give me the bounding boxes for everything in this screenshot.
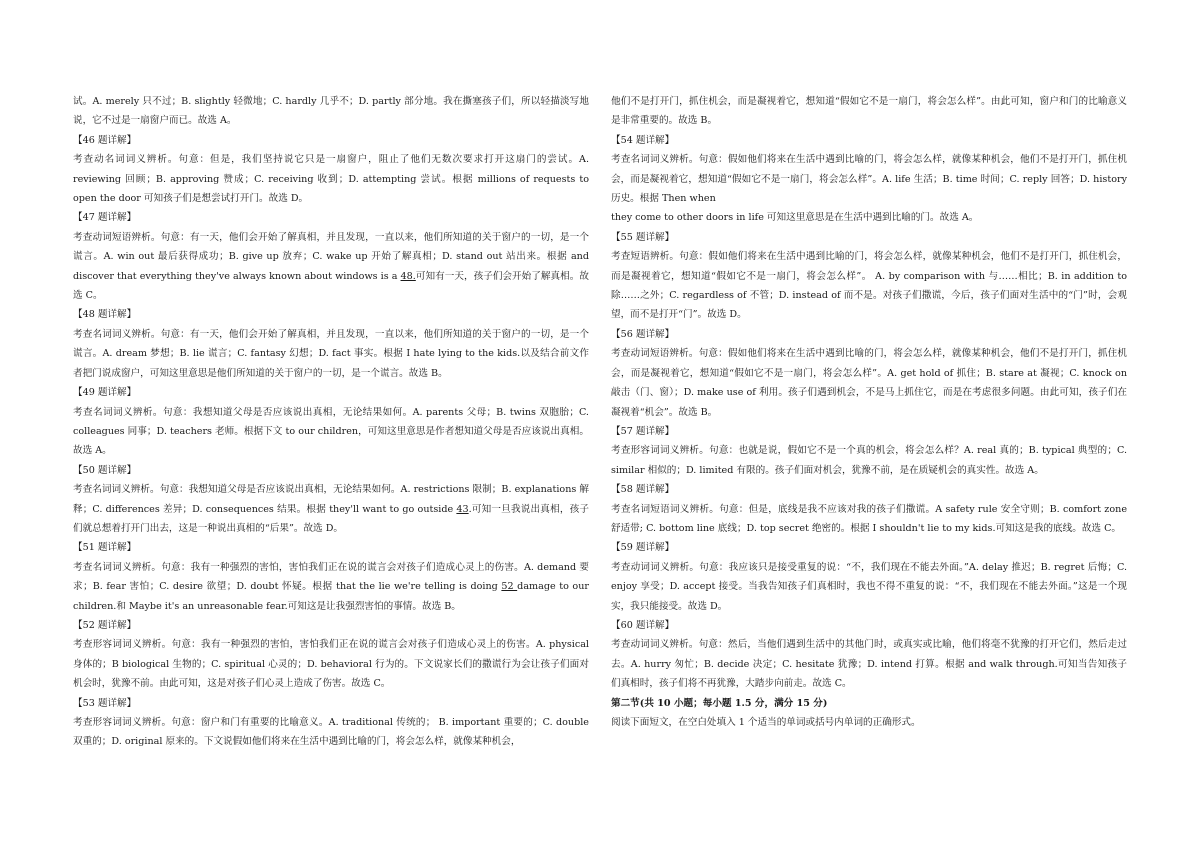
text-run: 阅读下面短文，在空白处填入 1 个适当的单词或括号内单词的正确形式。 [611,717,921,728]
paragraph [73,92,589,131]
section-heading [611,325,1127,344]
paragraph [73,228,589,306]
paragraph [611,500,1127,539]
text-run: 【52 题详解】 [73,619,137,631]
section-heading [73,694,589,713]
text-run: 考查动名词词义辨析。句意：但是，我们坚持说它只是一扇窗户，阻止了他们无数次要求打开这扇门的尝试。A. reviewing 回顾；B. approving 赞成；C. receiving 收到；D. attempting 尝试。根据 millions of requests to open the door 可知孩子们是想尝试打开门。故选 D。 [73,154,589,205]
paragraph [611,150,1127,208]
text-run: 考查短语辨析。句意：假如他们将来在生活中遇到比喻的门，将会怎么样，就像某种机会，他们不是打开门，抓住机会，而是凝视着它，想知道“假如它不是一扇门，将会怎么样”。 A. by comparison with 与……相比；B. in addition to 除……之外；C. regardless of 不管；D. instead of 而不是。对孩子们撒谎，今后，孩子们面对生活中的“门”时，会观望，而不是打开“门”。故选 D。 [611,251,1127,321]
text-run: 【60 题详解】 [611,619,675,631]
paragraph [611,247,1127,325]
paragraph [611,92,1127,131]
text-run: 试。A. merely 只不过；B. slightly 轻微地；C. hardly 几乎不；D. partly 部分地。我在撕塞孩子们，所以轻描淡写地说，它不过是一扇窗户而已。故选 A。 [73,96,589,127]
text-run: 可知有一天，孩子们会开始了解真相。故选 C。 [73,270,590,302]
text-run: 考查名词词义辨析。句意：假如他们将来在生活中遇到比喻的门，将会怎么样，就像某种机会，他们不是打开门，抓住机会，而是凝视着它，想知道“假如它不是一扇门，将会怎么样”。A. life 生活；B. time 时间；C. reply 回答；D. history 历史。根据 Then when [611,154,1127,205]
section-heading [611,538,1127,557]
section-heading [73,461,589,480]
text-run: 考查形容词词义辨析。句意：我有一种强烈的害怕，害怕我们正在说的谎言会对孩子们造成心灵上的伤害。A. physical 身体的；B biological 生物的；C. spiritual 心灵的；D. behavioral 行为的。下文说家长们的撒谎行为会让孩子们面对机会时，犹豫不前。由此可知，这是对孩子们心灵上造成了伤害。故选 C。 [73,639,589,690]
text-run: 考查动词词义辨析。句意：然后，当他们遇到生活中的其他门时，或真实或比喻，他们将毫不犹豫的打开它们，然后走过去。A. hurry 匆忙；B. decide 决定；C. hesitate 犹豫；D. intend 打算。根据 and walk through.可知当告知孩子们真相时，孩子们将不再犹豫，大踏步向前走。故选 C。 [611,639,1127,690]
paragraph [73,325,589,383]
text-run: 考查动词词义辨析。句意：我应该只是接受重复的说：“不，我们现在不能去外面。”A. delay 推迟；B. regret 后悔；C. enjoy 享受；D. accept 接受。当我告知孩子们真相时，我也不得不重复的说：“不，我们现在不能去外面。”这是一个现实，我只能接受。故选 D。 [611,561,1127,612]
text-run: 第二节(共 10 小题；每小题 1.5 分，满分 15 分) [611,697,828,709]
text-run: 他们不是打开门，抓住机会，而是凝视着它，想知道“假如它不是一扇门，将会怎么样”。由此可知，窗户和门的比喻意义是非常重要的。故选 B。 [611,96,1127,127]
paragraph [73,150,589,208]
paragraph [611,558,1127,616]
paragraph [611,208,1127,227]
text-run: 考查动词短语辨析。句意：有一天，他们会开始了解真相，并且发现，一直以来，他们所知道的关于窗户的一切，是一个谎言。A. win out 最后获得成功；B. give up 放弃；C. wake up 开始了解真相；D. stand out 站出来。根据 and discover that everything they've always known about windows is a [73,231,589,282]
text-run: 考查动词短语辨析。句意：假如他们将来在生活中遇到比喻的门，将会怎么样，就像某种机会，他们不是打开门，抓住机会，而是凝视着它，想知道“假如它不是一扇门，将会怎么样”。A. get hold of 抓住；B. stare at 凝视；C. knock on 敲击（门、窗）；D. make use of 利用。孩子们遇到机会，不是马上抓住它，而是在考虑很多问题。由此可知，孩子们在凝视着“机会”。故选 B。 [611,348,1127,418]
text-run: 【49 题详解】 [73,387,137,399]
text-run: 考查形容词词义辨析。句意：窗户和门有重要的比喻意义。A. traditional 传统的； B. important 重要的；C. double 双重的；D. original 原来的。下文说假如他们将来在生活中遇到比喻的门，将会怎么样，就像某种机会， [73,717,589,748]
section-heading [73,616,589,635]
text-run: 【50 题详解】 [73,464,137,476]
text-run: 【47 题详解】 [73,212,137,224]
section-heading [73,208,589,227]
text-run: .可知一旦我说出真相，孩子们就总想着打开门出去，这是一种说出真相的“后果”。故选 D。 [73,503,589,534]
text-run: 考查名词词义辨析。句意：我想知道父母是否应该说出真相，无论结果如何。A. parents 父母；B. twins 双胞胎；C. colleagues 同事；D. teachers 老师。根据下文 to our children，可知这里意思是作者想知道父母是否应该说出真相。故选 A。 [73,406,589,457]
text-run: 【54 题详解】 [611,134,675,146]
paragraph [73,713,589,752]
section-heading [611,228,1127,247]
text-run: 【53 题详解】 [73,697,137,709]
paragraph [611,694,1127,713]
section-heading [73,131,589,150]
text-run: damage to our children.和 Maybe it's an unreasonable fear.可知这是让我强烈害怕的事情。故选 B。 [73,581,589,612]
text-run: 【59 题详解】 [611,542,675,554]
section-heading [73,305,589,324]
text-run: they come to other doors in life 可知这里意思是在生活中遇到比喻的门。故选 A。 [611,212,979,224]
left-column [73,92,589,752]
section-heading [73,383,589,402]
text-run: 考查形容词词义辨析。句意：也就是说，假如它不是一个真的机会，将会怎么样？A. real 真的；B. typical 典型的；C. similar 相似的；D. limited 有限的。孩子们面对机会，犹豫不前，是在质疑机会的真实性。故选 A。 [611,445,1127,476]
paragraph [73,635,589,693]
text-run: 考查名词短语词义辨析。句意：但是，底线是我不应该对我的孩子们撒谎。A safety rule 安全守则；B. comfort zone 舒适带; C. bottom line 底线；D. top secret 绝密的。根据 I shouldn't lie to my kids.可知这是我的底线。故选 C。 [611,503,1127,534]
section-heading [611,616,1127,635]
text-run: 考查名词词义辨析。句意：我有一种强烈的害怕，害怕我们正在说的谎言会对孩子们造成心灵上的伤害。A. demand 要求；B. fear 害怕；C. desire 欲望；D. doubt 怀疑。根据 that the lie we're telling is doing [73,561,589,593]
paragraph [73,480,589,538]
text-run: 考查名词词义辨析。句意：我想知道父母是否应该说出真相，无论结果如何。A. restrictions 限制；B. explanations 解释；C. differences 差异；D. consequences 结果。根据 they'll want to go outside [73,484,589,515]
text-run: 48. [400,270,416,282]
paragraph [611,713,1127,732]
right-column [611,92,1127,732]
text-run: 【46 题详解】 [73,134,137,146]
section-heading [611,480,1127,499]
text-run: 52 [501,581,518,593]
paragraph [73,558,589,616]
paragraph [73,403,589,461]
section-heading [73,538,589,557]
text-run: 【48 题详解】 [73,309,137,321]
text-run: 【55 题详解】 [611,231,675,243]
text-run: 【56 题详解】 [611,328,675,340]
section-heading [611,422,1127,441]
text-run: 【51 题详解】 [73,542,137,554]
text-run: 【57 题详解】 [611,425,675,437]
section-heading [611,131,1127,150]
paragraph [611,441,1127,480]
text-run: 考查名词词义辨析。句意：有一天，他们会开始了解真相，并且发现，一直以来，他们所知道的关于窗户的一切，是一个谎言。A. dream 梦想；B. lie 谎言；C. fantasy 幻想；D. fact 事实。根据 I hate lying to the kids.以及结合前文作者把门说成窗户，可知这里意思是他们所知道的关于窗户的一切，是一个谎言。故选 B。 [73,328,589,379]
paragraph [611,344,1127,422]
paragraph [611,635,1127,693]
text-run: 【58 题详解】 [611,484,675,496]
text-run: 43 [456,503,469,515]
